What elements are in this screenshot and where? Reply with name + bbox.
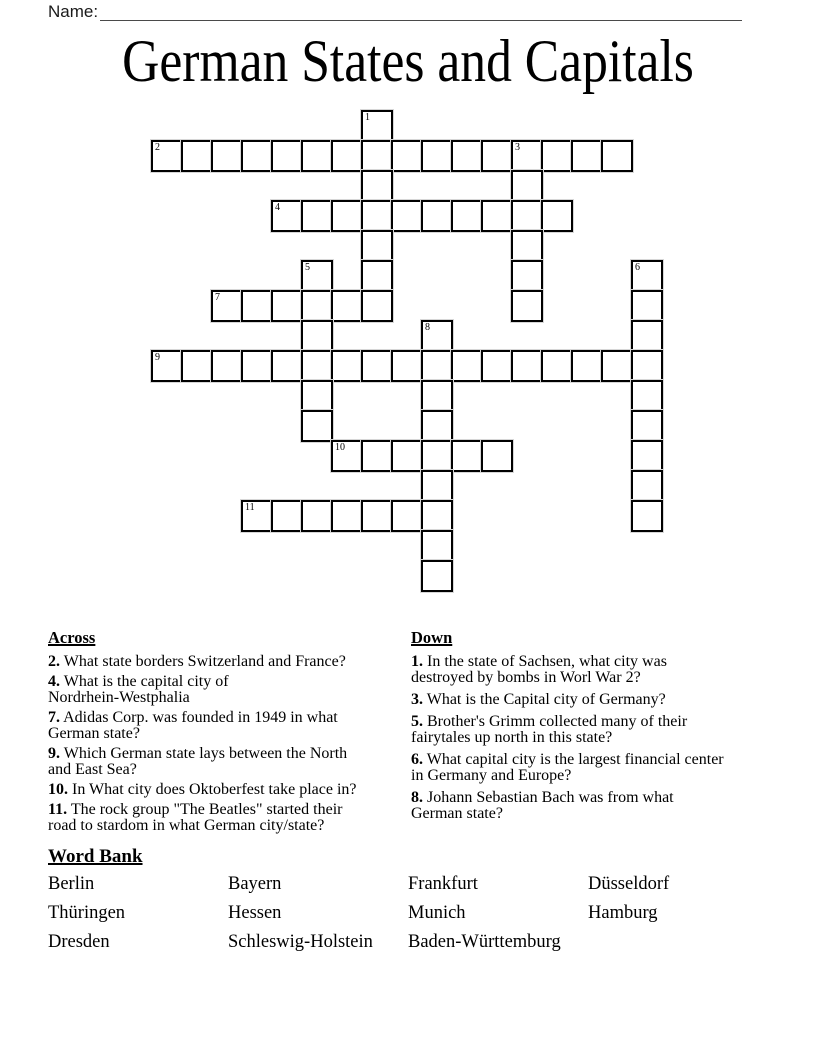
clue-across-10: 10. In What city does Oktoberfest take place in?	[48, 781, 357, 798]
word-bank-item-th-ringen: Thüringen	[48, 903, 126, 923]
word-bank-item-schleswig-holstein: Schleswig-Holstein	[228, 932, 373, 952]
grid-cell-r8c0	[151, 350, 183, 382]
grid-cell-r1c10	[451, 140, 483, 172]
grid-cell-r1c7	[361, 140, 393, 172]
clue-down-3: 3. What is the Capital city of Germany?	[411, 691, 666, 708]
clue-number: 9.	[48, 745, 60, 762]
grid-cell-r4c12	[511, 230, 543, 262]
crossword-grid	[151, 110, 663, 592]
down-heading: Down	[411, 628, 453, 647]
clue-number: 10.	[48, 781, 68, 798]
grid-cell-r9c9	[421, 380, 453, 412]
grid-cell-r5c7	[361, 260, 393, 292]
grid-cell-r6c3	[241, 290, 273, 322]
grid-cell-r11c8	[391, 440, 423, 472]
grid-cell-r13c6	[331, 500, 363, 532]
grid-cell-r13c4	[271, 500, 303, 532]
grid-cell-r8c10	[451, 350, 483, 382]
grid-cell-r1c3	[241, 140, 273, 172]
down-section	[411, 630, 765, 828]
grid-cell-r3c7	[361, 200, 393, 232]
grid-cell-r1c0	[151, 140, 183, 172]
clue-across-7: 7. Adidas Corp. was founded in 1949 in what German state?	[48, 709, 338, 742]
word-bank-item-munich: Munich	[408, 903, 466, 923]
grid-cell-r12c16	[631, 470, 663, 502]
grid-cell-r6c7	[361, 290, 393, 322]
grid-cell-r1c2	[211, 140, 243, 172]
clue-across-9: 9. Which German state lays between the North and East Sea?	[48, 745, 348, 778]
grid-cell-r13c7	[361, 500, 393, 532]
clue-down-8: 8. Johann Sebastian Bach was from what German state?	[411, 789, 674, 822]
clue-down-6: 6. What capital city is the largest financial center in Germany and Europe?	[411, 751, 724, 784]
grid-cell-number: 1	[365, 112, 370, 123]
grid-cell-r8c8	[391, 350, 423, 382]
grid-cell-r14c9	[421, 530, 453, 562]
word-bank-heading: Word Bank	[48, 846, 143, 867]
clue-number: 8.	[411, 789, 423, 806]
grid-cell-r6c16	[631, 290, 663, 322]
grid-cell-r8c6	[331, 350, 363, 382]
grid-cell-r9c16	[631, 380, 663, 412]
grid-cell-r3c13	[541, 200, 573, 232]
grid-cell-r13c3	[241, 500, 273, 532]
grid-cell-r10c16	[631, 410, 663, 442]
grid-cell-r8c7	[361, 350, 393, 382]
clue-down-1: 1. In the state of Sachsen, what city was destroyed by bombs in Worl War 2?	[411, 653, 667, 686]
grid-cell-r8c14	[571, 350, 603, 382]
page-title: German States and Capitals	[122, 28, 694, 94]
grid-cell-r8c12	[511, 350, 543, 382]
clue-across-4: 4. What is the capital city of Nordrhein-Westphalia	[48, 673, 229, 706]
grid-cell-r8c13	[541, 350, 573, 382]
clue-number: 11.	[48, 801, 68, 818]
word-bank-item-hamburg: Hamburg	[588, 903, 658, 923]
grid-cell-r1c5	[301, 140, 333, 172]
clue-number: 1.	[411, 653, 423, 670]
grid-cell-r8c9	[421, 350, 453, 382]
grid-cell-r3c12	[511, 200, 543, 232]
grid-cell-r13c9	[421, 500, 453, 532]
clue-number: 3.	[411, 691, 423, 708]
grid-cell-r11c10	[451, 440, 483, 472]
grid-cell-r7c16	[631, 320, 663, 352]
word-bank-item-berlin: Berlin	[48, 874, 95, 894]
grid-cell-r7c9	[421, 320, 453, 352]
grid-cell-r1c4	[271, 140, 303, 172]
word-bank-item-baden-w-rttemburg: Baden-Württemburg	[408, 932, 561, 952]
word-bank-item-frankfurt: Frankfurt	[408, 874, 478, 894]
grid-cell-r10c5	[301, 410, 333, 442]
grid-cell-r1c12	[511, 140, 543, 172]
clue-number: 4.	[48, 673, 60, 690]
grid-cell-number: 7	[215, 292, 220, 303]
grid-cell-r5c16	[631, 260, 663, 292]
grid-cell-r9c5	[301, 380, 333, 412]
grid-cell-number: 2	[155, 142, 160, 153]
grid-cell-r8c11	[481, 350, 513, 382]
grid-cell-r3c5	[301, 200, 333, 232]
grid-cell-number: 3	[515, 142, 520, 153]
clue-down-5: 5. Brother's Grimm collected many of their fairytales up north in this state?	[411, 713, 688, 746]
grid-cell-r0c7	[361, 110, 393, 142]
grid-cell-r8c4	[271, 350, 303, 382]
down-clue-list	[411, 654, 765, 822]
across-heading: Across	[48, 628, 96, 647]
grid-cell-r11c7	[361, 440, 393, 472]
grid-cell-r7c5	[301, 320, 333, 352]
grid-cell-r6c6	[331, 290, 363, 322]
grid-cell-r6c2	[211, 290, 243, 322]
grid-cell-r3c11	[481, 200, 513, 232]
grid-cell-r3c8	[391, 200, 423, 232]
grid-cell-r1c14	[571, 140, 603, 172]
grid-cell-r13c16	[631, 500, 663, 532]
grid-cell-r1c6	[331, 140, 363, 172]
grid-cell-r4c7	[361, 230, 393, 262]
word-bank-item-dresden: Dresden	[48, 932, 110, 952]
grid-cell-r11c6	[331, 440, 363, 472]
grid-cell-r5c5	[301, 260, 333, 292]
grid-cell-r15c9	[421, 560, 453, 592]
grid-cell-r13c5	[301, 500, 333, 532]
word-bank-item-hessen: Hessen	[228, 903, 282, 923]
clue-across-11: 11. The rock group "The Beatles" started their road to stardom in what German city/state?	[48, 801, 343, 834]
grid-cell-r3c10	[451, 200, 483, 232]
grid-cell-r11c9	[421, 440, 453, 472]
grid-cell-r13c8	[391, 500, 423, 532]
grid-cell-r11c16	[631, 440, 663, 472]
grid-cell-r8c5	[301, 350, 333, 382]
grid-cell-r11c11	[481, 440, 513, 472]
clue-across-2: 2. What state borders Switzerland and France?	[48, 653, 346, 670]
grid-cell-r1c8	[391, 140, 423, 172]
name-blank-line	[100, 2, 742, 21]
grid-cell-number: 9	[155, 352, 160, 363]
grid-cell-number: 4	[275, 202, 280, 213]
grid-cell-number: 5	[305, 262, 310, 273]
grid-cell-r6c5	[301, 290, 333, 322]
grid-cell-r8c2	[211, 350, 243, 382]
across-section	[48, 630, 394, 838]
grid-cell-r1c13	[541, 140, 573, 172]
clue-number: 5.	[411, 713, 423, 730]
grid-cell-r3c6	[331, 200, 363, 232]
grid-cell-r1c9	[421, 140, 453, 172]
word-bank-list	[48, 870, 768, 957]
grid-cell-r2c7	[361, 170, 393, 202]
word-bank-item-bayern: Bayern	[228, 874, 282, 894]
grid-cell-r5c12	[511, 260, 543, 292]
clue-number: 2.	[48, 653, 60, 670]
grid-cell-number: 11	[245, 502, 255, 513]
clue-number: 7.	[48, 709, 60, 726]
word-bank-item-d-sseldorf: Düsseldorf	[588, 874, 670, 894]
grid-cell-r8c3	[241, 350, 273, 382]
name-label: Name:	[48, 2, 99, 21]
grid-cell-r10c9	[421, 410, 453, 442]
grid-cell-number: 8	[425, 322, 430, 333]
across-clue-list	[48, 654, 394, 834]
grid-cell-r1c15	[601, 140, 633, 172]
grid-cell-r8c15	[601, 350, 633, 382]
grid-cell-r1c1	[181, 140, 213, 172]
word-bank-section	[48, 846, 768, 957]
grid-cell-r3c4	[271, 200, 303, 232]
grid-cell-r8c1	[181, 350, 213, 382]
grid-cell-r2c12	[511, 170, 543, 202]
grid-cell-r3c9	[421, 200, 453, 232]
grid-cell-r6c4	[271, 290, 303, 322]
grid-cell-number: 6	[635, 262, 640, 273]
grid-cell-number: 10	[335, 442, 345, 453]
grid-cell-r1c11	[481, 140, 513, 172]
clue-number: 6.	[411, 751, 423, 768]
grid-cell-r12c9	[421, 470, 453, 502]
grid-cell-r6c12	[511, 290, 543, 322]
grid-cell-r8c16	[631, 350, 663, 382]
